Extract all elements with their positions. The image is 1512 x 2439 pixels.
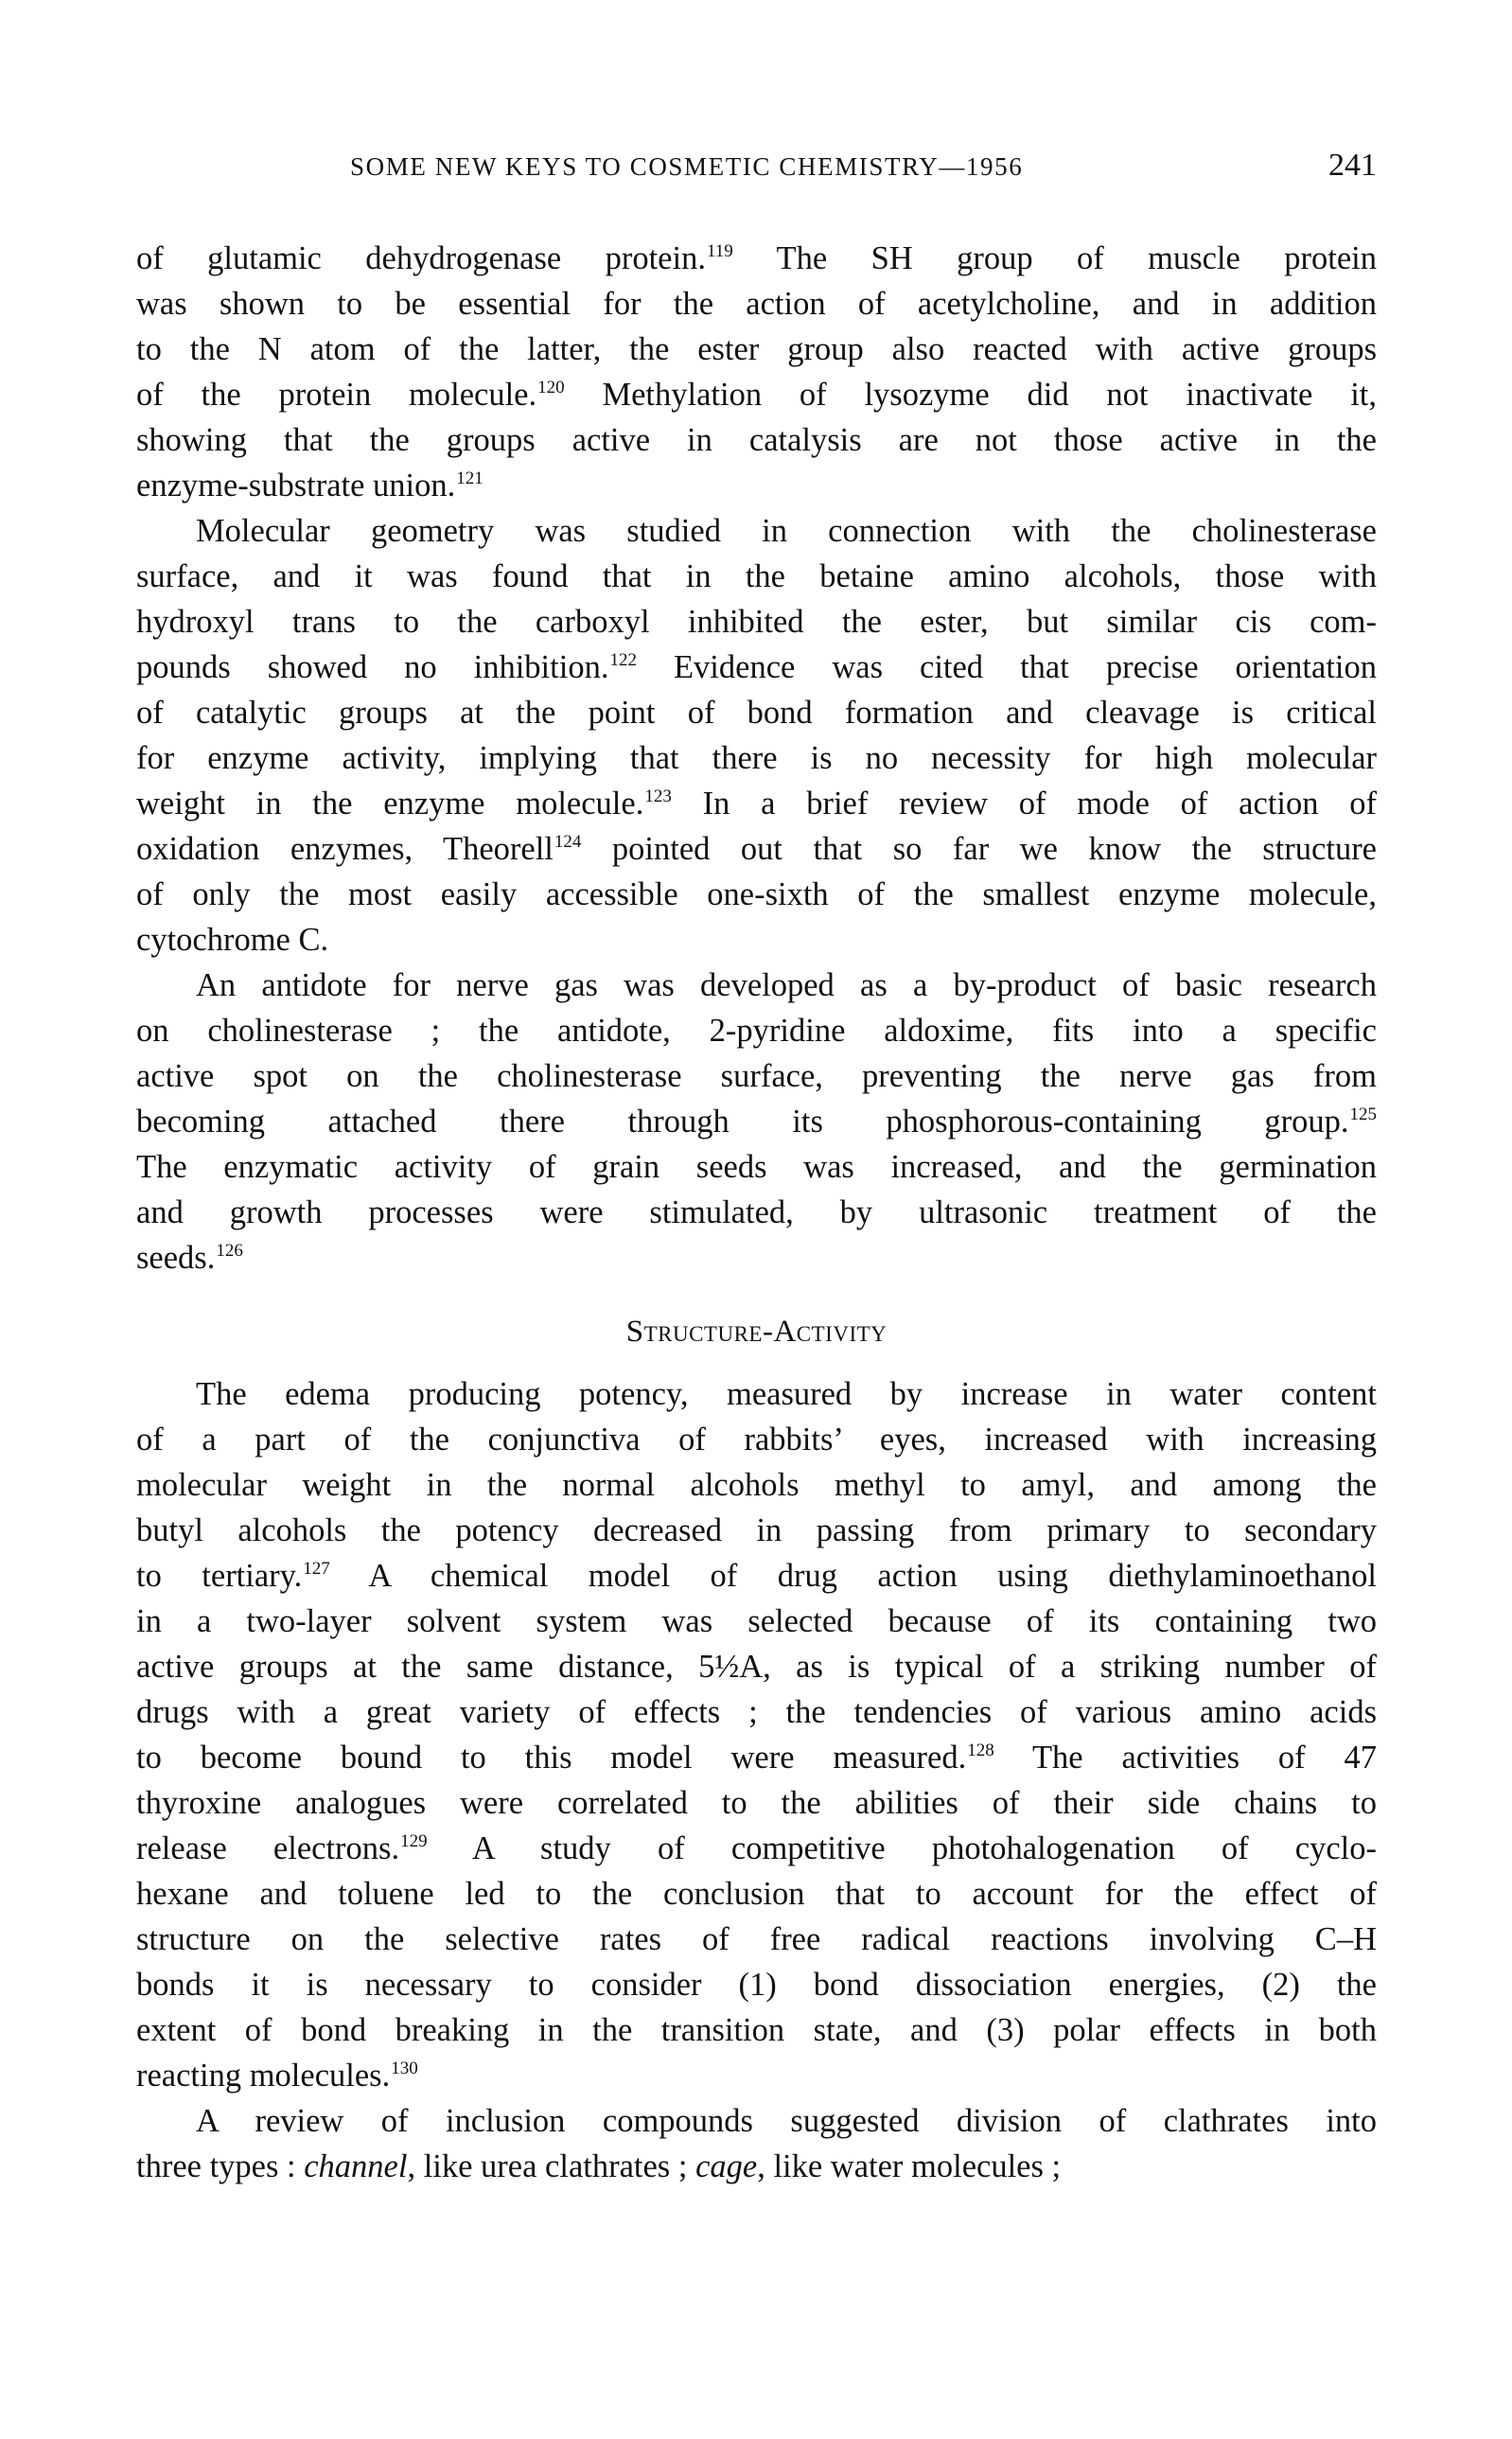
text-line: hydroxyl trans to the carboxyl inhibited the ester, but similar cis com-: [136, 604, 1377, 640]
italic-term: cage: [695, 2148, 758, 2184]
section-heading: Structure-Activity: [625, 1315, 888, 1349]
footnote-ref[interactable]: 129: [400, 1831, 428, 1851]
footnote-ref[interactable]: 130: [391, 2059, 418, 2078]
text-line: hexane and toluene led to the conclusion that to account for the effect of: [136, 1876, 1377, 1912]
page-number: 241: [1328, 148, 1377, 183]
text-line: drugs with a great variety of effects ; the tendencies of various amino acids: [136, 1694, 1377, 1730]
text-line: reacting molecules.$^{130}$: [136, 2058, 418, 2094]
text-line: of glutamic dehydrogenase protein.$^{119}$ The SH group of muscle protein: [136, 240, 1377, 276]
text-line: in a two-layer solvent system was selected because of its containing two: [136, 1603, 1377, 1639]
text-line: The enzymatic activity of grain seeds was increased, and the germination: [136, 1149, 1377, 1185]
italic-term: channel: [304, 2148, 408, 2184]
text-line: thyroxine analogues were correlated to the abilities of their side chains to: [136, 1785, 1377, 1821]
text-line: enzyme-substrate union.$^{121}$: [136, 468, 483, 504]
text-line: seeds.$^{126}$: [136, 1240, 243, 1276]
text-line: on cholinesterase ; the antidote, 2-pyridine aldoxime, fits into a specific: [136, 1013, 1377, 1049]
text-line: Molecular geometry was studied in connection with the cholinesterase: [196, 513, 1377, 549]
text-line: extent of bond breaking in the transition state, and (3) polar effects in both: [136, 2012, 1377, 2048]
footnote-ref[interactable]: 124: [554, 832, 582, 852]
footnote-ref[interactable]: 127: [303, 1559, 330, 1579]
text-line: molecular weight in the normal alcohols methyl to amyl, and among the: [136, 1467, 1377, 1503]
footnote-ref[interactable]: 121: [456, 468, 483, 488]
text-line: release electrons.$^{129}$ A study of competitive photohalogenation of cyclo-: [136, 1830, 1377, 1866]
text-line: of only the most easily accessible one-sixth of the smallest enzyme molecule,: [136, 876, 1377, 912]
text-line: to become bound to this model were measured.$^{128}$ The activities of 47: [136, 1740, 1377, 1776]
text-line: The edema producing potency, measured by increase in water content: [196, 1376, 1377, 1412]
footnote-ref[interactable]: 126: [216, 1241, 243, 1261]
text-line: bonds it is necessary to consider (1) bond dissociation energies, (2) the: [136, 1967, 1377, 2003]
text-line: cytochrome C.: [136, 922, 329, 958]
footnote-ref[interactable]: 120: [537, 378, 565, 398]
running-title: SOME NEW KEYS TO COSMETIC CHEMISTRY—1956: [350, 152, 1024, 181]
text-line: surface, and it was found that in the betaine amino alcohols, those with: [136, 558, 1377, 594]
text-line: structure on the selective rates of free radical reactions involving C–H: [136, 1921, 1377, 1957]
text-line: and growth processes were stimulated, by ultrasonic treatment of the: [136, 1194, 1377, 1230]
text-line: to tertiary.$^{127}$ A chemical model of drug action using diethylaminoethanol: [136, 1558, 1377, 1594]
text-line: was shown to be essential for the action of acetylcholine, and in addition: [136, 286, 1377, 322]
text-line: active spot on the cholinesterase surface, preventing the nerve gas from: [136, 1058, 1377, 1094]
text-line: to the N atom of the latter, the ester group also reacted with active groups: [136, 331, 1377, 367]
text-line: pounds showed no inhibition.$^{122}$ Evidence was cited that precise orientation: [136, 649, 1377, 685]
text-line: for enzyme activity, implying that there is no necessity for high molecular: [136, 740, 1377, 776]
text-line: active groups at the same distance, 5½A, as is typical of a striking number of: [136, 1649, 1377, 1685]
footnote-ref[interactable]: 119: [706, 241, 733, 261]
text-line: showing that the groups active in catalysis are not those active in the: [136, 422, 1377, 458]
running-head: [136, 150, 1377, 187]
text-line: A review of inclusion compounds suggested division of clathrates into: [196, 2103, 1377, 2139]
text-line: of the protein molecule.$^{120}$ Methylation of lysozyme did not inactivate it,: [136, 377, 1377, 413]
text-line: weight in the enzyme molecule.$^{123}$ In a brief review of mode of action of: [136, 786, 1377, 822]
text-line: becoming attached there through its phosphorous-containing group.$^{125}$: [136, 1104, 1377, 1140]
text-line: of a part of the conjunctiva of rabbits’ eyes, increased with increasing: [136, 1422, 1377, 1458]
text-line: butyl alcohols the potency decreased in passing from primary to secondary: [136, 1512, 1377, 1548]
footnote-ref[interactable]: 122: [609, 650, 637, 670]
footnote-ref[interactable]: 125: [1349, 1105, 1377, 1124]
text-line: of catalytic groups at the point of bond formation and cleavage is critical: [136, 695, 1377, 731]
text-line: three types : channel, like urea clathrates ; cage, like water molecules ;: [136, 2148, 1062, 2184]
text-line: An antidote for nerve gas was developed as a by-product of basic research: [196, 967, 1377, 1003]
footnote-ref[interactable]: 123: [644, 786, 672, 806]
text-line: oxidation enzymes, Theorell$^{124}$ pointed out that so far we know the structure: [136, 831, 1377, 867]
footnote-ref[interactable]: 128: [967, 1741, 994, 1760]
